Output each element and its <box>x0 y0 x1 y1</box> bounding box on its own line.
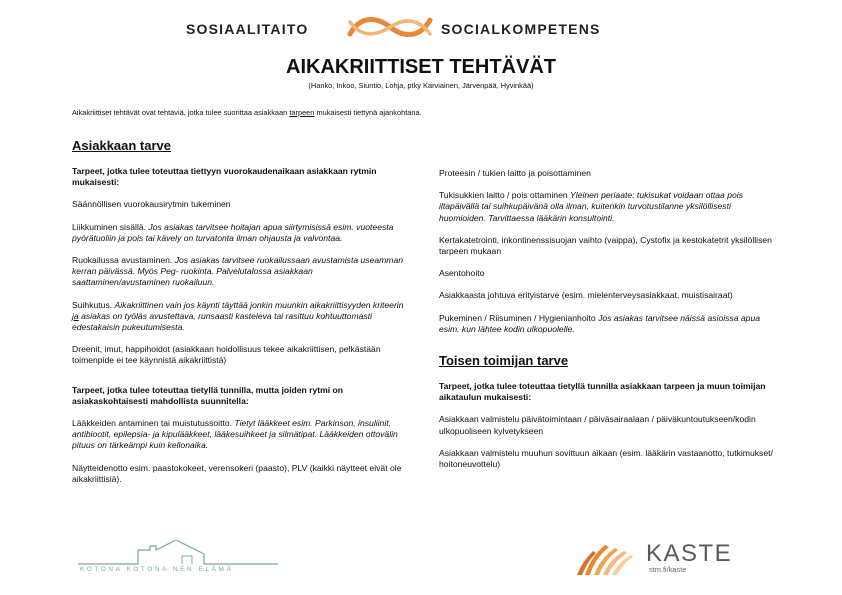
intro-before: Aikakriittiset tehtävät ovat tehtäviä, jotka tulee suorittaa asiakkaan <box>72 108 290 117</box>
item-proteesi: Proteesin / tukien laitto ja poisottaminen <box>439 168 591 178</box>
item-laakkeet <box>72 418 412 452</box>
intro-after: mukaisesti tiettynä ajankohtana. <box>314 108 422 117</box>
intro-underlined: tarpeen <box>289 108 315 117</box>
item-ruokailu-label: Ruokailussa avustaminen. <box>72 255 175 266</box>
item-erityistarve: Asiakkaasta johtuva erityistarve (esim. mielenterveysasiakkaat, muistisairaat) <box>439 290 733 301</box>
item-pukeminen <box>439 313 779 335</box>
kaste-logo-url: stm.fi/kaste <box>649 565 687 574</box>
group-heading-tunnilla <box>72 385 412 407</box>
right-column <box>439 168 779 481</box>
item-suihku-label: Suihkutus. <box>72 299 115 310</box>
page-subtitle: (Hanko, Inkoo, Siuntio, Lohja, ptky Karviainen, Järvenpää, Hyvinkää) <box>308 81 534 90</box>
item-pukeminen-note: Jos asiakas tarvitsee näissä asioissa apua esim. kun lähtee kodin ulkopuolelle. <box>439 312 761 334</box>
item-valmistelu-muu: Asiakkaan valmistelu muuhun sovittuun aikaan (esim. lääkärin vastaanotto, tutkimukset/ hoitoneuvottelu) <box>439 447 773 470</box>
item-suihku-note-1: Aikakriittinen vain jos käynti täyttää jonkin muunkin aikakriittisyyden kriteerin <box>114 299 404 310</box>
item-ruokailu-note: Jos asiakas tarvitsee ruokailussaan avustamista useamman kerran päivässä. Myös Peg- ruokinta. Palvelutalossa asiakkaan saattaminen/avustaminen ruokailuun. <box>72 255 404 288</box>
orange-swirl-icon <box>346 12 434 47</box>
item-laake-note: Tietyt lääkkeet esim. Parkinson, insuliinit, antibiootit, epilepsia- ja kipulääkkeet, lääkesuihkeet ja silmätipat. Lääkkeiden ottovälin pituus on tärkeämpi kuin kellonaika. <box>72 418 398 451</box>
item-rytmi: Säännöllisen vuorokausirytmin tukeminen <box>72 199 231 210</box>
item-katetri: Kertakatetrointi, inkontinenssisuojan vaihto (vaippa), Cystofix ja kestokatetrit yksilöllisen tarpeen mukaan <box>439 234 772 257</box>
section-heading-asiakkaan-tarve: Asiakkaan tarve <box>72 138 172 153</box>
page-title: AIKAKRIITTISET TEHTÄVÄT <box>286 56 556 78</box>
footer-left-logo-text: KOTONA KOTONA NEN ELÄMÄ <box>80 566 234 573</box>
item-tukisukat-note: Yleinen periaate: tukisukat voidaan ottaa pois iltapäivällä tai suihkupäivänä olla ilman, kuitenkin turvotustilanne yksilöllisesti huomioiden. Tarvittaessa lääkärin konsultointi. <box>439 190 743 223</box>
item-laake-label: Lääkkeiden antaminen tai muistutussoitto. <box>72 418 235 429</box>
item-asentohoito: Asentohoito <box>439 268 485 279</box>
kaste-logo-icon <box>575 541 639 582</box>
group3-heading-text: Tarpeet, jotka tulee toteuttaa tietyllä tunnilla asiakkaan tarpeen ja muun toimijan aikataulun mukaisesti: <box>439 381 766 403</box>
house-outline-logo-icon <box>78 540 278 580</box>
group-heading-vuorokausi <box>72 166 412 188</box>
section-heading-toisen-toimijan-tarve: Toisen toimijan tarve <box>439 353 569 369</box>
group-heading-toimija <box>439 381 779 403</box>
item-liikkuminen <box>72 222 412 244</box>
item-valmistelu-paiva: Asiakkaan valmistelu päivätoimintaan / päiväsairaalaan / päiväkuntoutukseen/kodin ulkopuoliseen kylvetykseen <box>439 414 756 436</box>
item-suihku-note-2: asiakas on työläs avustettava, runsaasti kasteleva tai rasittuu kohtuuttomasti edestakaisin pukeutumisesta. <box>72 310 372 333</box>
header-left-text: SOSIAALITAITO <box>186 21 309 37</box>
item-suihkutus <box>72 300 412 334</box>
item-liikkuminen-label: Liikkuminen sisällä. <box>72 221 149 232</box>
item-dreenit: Dreenit, imut, happihoidot (asiakkaan hoidollisuus tekee aikakriittisen, pelkästään toimenpide ei tee käynnistä aikakriittistä) <box>72 344 381 366</box>
item-suihku-underlined: ja <box>72 310 79 321</box>
item-ruokailu <box>72 255 412 289</box>
item-liikkuminen-note: Jos asiakas tarvitsee hoitajan apua siirtymisissä esim. vuoteesta pyörätuoliin ja pois tai kävely on turvatonta ilman ohjausta ja valvontaa. <box>72 221 394 243</box>
item-tukisukat-label: Tukisukkien laitto / pois ottaminen <box>439 190 571 201</box>
group1-heading-text: Tarpeet, jotka tulee toteuttaa tiettyyn vuorokaudenaikaan asiakkaan rytmin mukaisesti: <box>72 166 377 188</box>
left-column <box>72 138 412 496</box>
group2-heading-text: Tarpeet, jotka tulee toteuttaa tietyllä tunnilla, mutta joiden rytmi on asiakaskohtaisesti mahdollista suunnitella: <box>72 384 344 406</box>
header-right-text: SOCIALKOMPETENS <box>441 21 601 37</box>
intro-text <box>72 108 422 117</box>
item-tukisukat <box>439 190 779 224</box>
item-naytteet: Näytteidenotto esim. paastokokeet, verensokeri (paasto), PLV (kaikki näytteet eivät ole aikakriittisiä). <box>72 462 402 484</box>
kaste-logo-word: KASTE <box>646 540 733 567</box>
item-pukeminen-label: Pukeminen / Riisuminen / Hygienianhoito <box>439 312 599 323</box>
